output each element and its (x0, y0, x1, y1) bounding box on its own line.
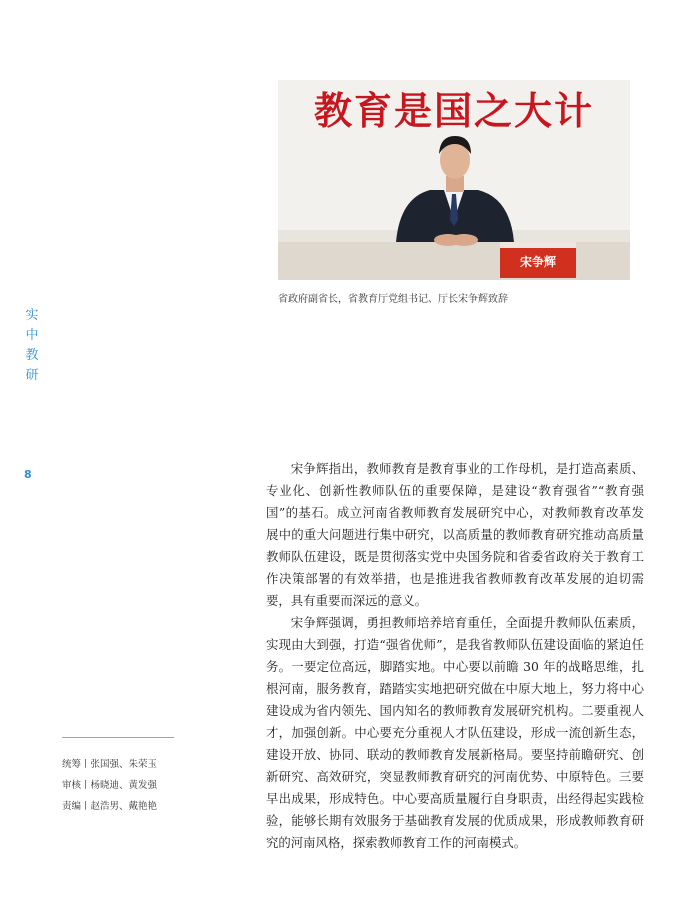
article-paragraph: 宋争辉指出，教师教育是教育事业的工作母机，是打造高素质、专业化、创新性教师队伍的重要保障，是建设“教育强省”“教育强国”的基石。成立河南省教师教育发展研究中心，对教师教育改革发展中的重大问题进行集中研究，以高质量的教师教育研究推动高质量教师队伍建设，既是贯彻落实党中央国务院和省委省政府关于教育工作决策部署的有效举措，也是推进我省教师教育改革发展的迫切需要，具有重要而深远的意义。 (266, 461, 644, 608)
credit-line: 审核丨杨晓迪、黄发强 (62, 780, 158, 791)
article-body (266, 458, 644, 854)
banner-text: 教育是国之大计 (313, 89, 595, 133)
speaker-photo (278, 80, 630, 280)
credit-line: 统筹丨张国强、朱荣玉 (62, 759, 158, 770)
article-paragraph: 宋争辉强调，勇担教师培养培育重任，全面提升教师队伍素质，实现由大到强，打造“强省优师”，是我省教师队伍建设面临的紧迫任务。一要定位高远，脚踏实地。中心要以前瞻 30 年的战略思维，扎根河南，服务教育，踏踏实实地把研究做在中原大地上，努力将中心建设成为省内领先、国内知名的教师教育发展研究机构。二要重视人才，加强创新。中心要充分重视人才队伍建设，形成一流创新生态，建设开放、协同、联动的教师教育发展新格局。要坚持前瞻研究、创新研究、高效研究，突显教师教育研究的河南优势、中原特色。三要早出成果，形成特色。中心要高质量履行自身职责，出经得起实践检验，能够长期有效服务于基础教育发展的优质成果，形成教师教育研究的河南风格，探索教师教育工作的河南模式。 (266, 615, 644, 850)
credits-block (62, 754, 202, 817)
sidebar-char: 中 (25, 328, 39, 343)
credits-divider (62, 737, 174, 738)
nameplate (500, 242, 576, 278)
nameplate-text: 宋争辉 (519, 255, 557, 269)
sidebar-column-title (24, 306, 40, 386)
sidebar-char: 实 (25, 308, 39, 323)
sidebar-char: 研 (25, 368, 39, 383)
credit-line: 责编丨赵浩男、戴艳艳 (62, 801, 158, 812)
page-number: 8 (24, 468, 32, 481)
photo-caption: 省政府副省长，省教育厅党组书记、厅长宋争辉致辞 (278, 294, 508, 305)
sidebar-char: 教 (25, 348, 39, 363)
